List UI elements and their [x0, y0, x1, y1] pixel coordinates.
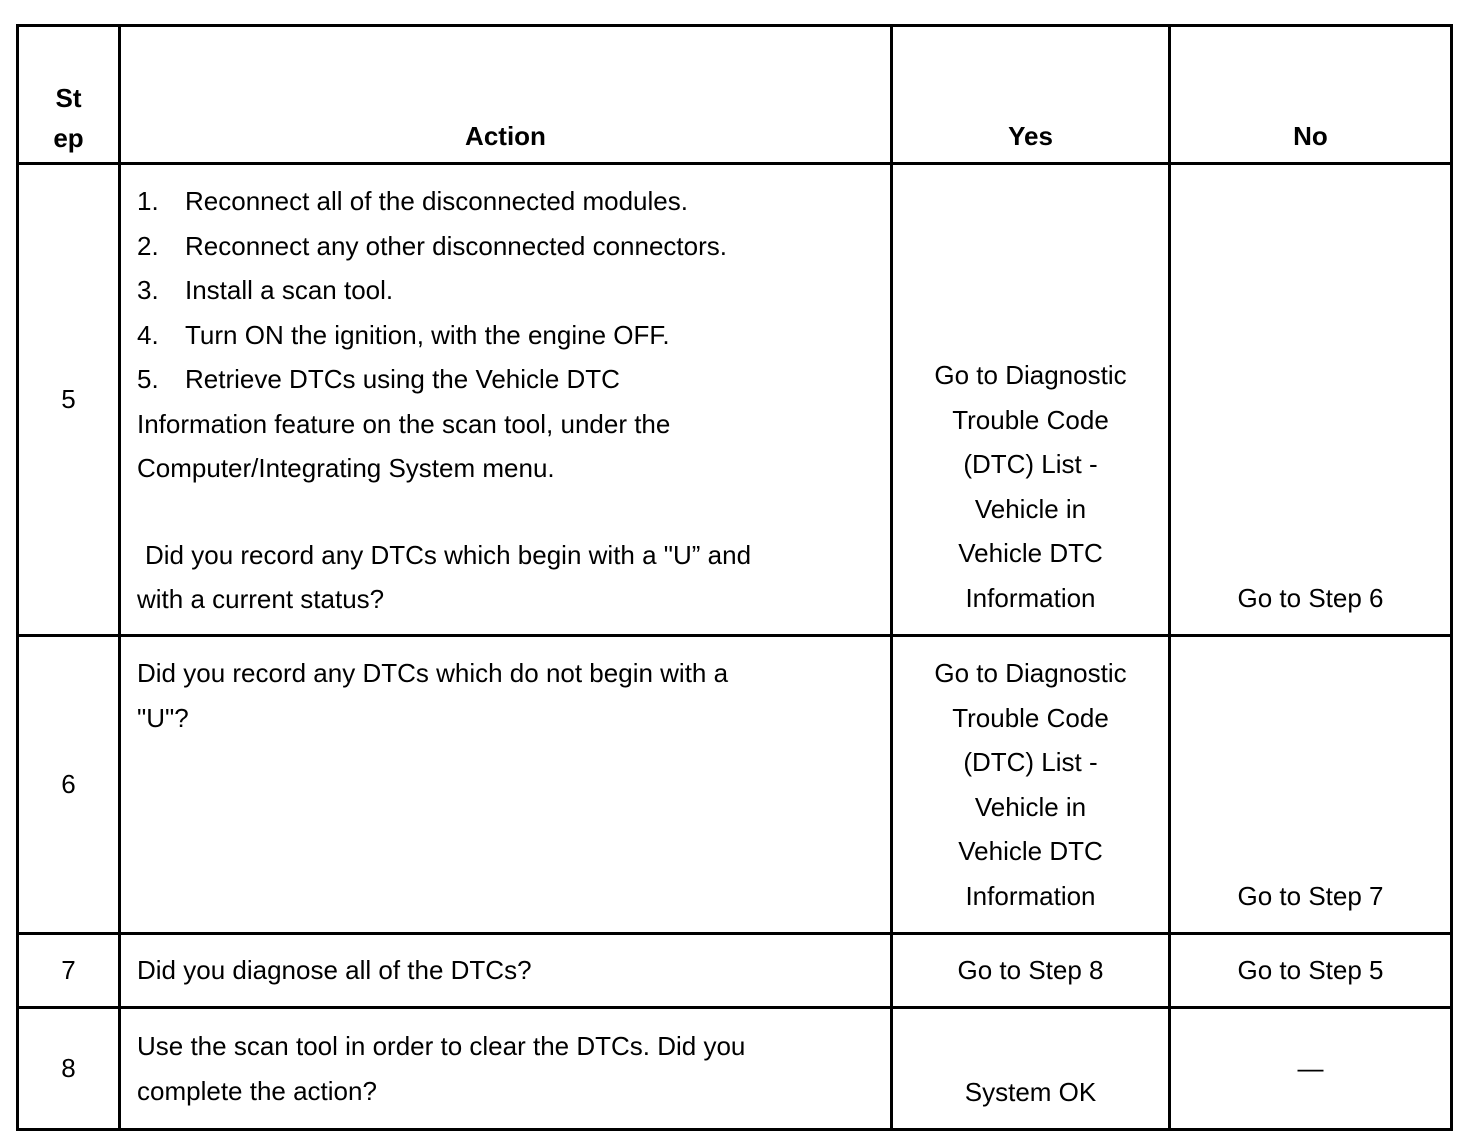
list-number: 5. [137, 364, 159, 394]
yes-text: (DTC) List - [963, 747, 1098, 777]
yes-text: Vehicle DTC [958, 836, 1103, 866]
no-cell: — [1170, 1008, 1452, 1130]
list-text: Turn ON the ignition, with the engine OFF. [185, 319, 670, 350]
list-item [137, 357, 874, 402]
header-yes: Yes [892, 26, 1170, 164]
step-number: 6 [18, 636, 120, 934]
action-continuation: Computer/Integrating System menu. [137, 453, 555, 483]
header-step-line2: ep [53, 123, 84, 153]
yes-text: Go to Diagnostic [934, 360, 1127, 390]
step-number: 8 [18, 1008, 120, 1130]
no-cell: Go to Step 6 [1170, 164, 1452, 636]
step-number: 5 [18, 164, 120, 636]
question-text: Did you diagnose all of the DTCs? [137, 955, 532, 986]
action-cell [120, 934, 892, 1008]
list-item [137, 268, 874, 313]
question-text: "U"? [137, 702, 189, 733]
diagnostic-table [16, 24, 1453, 1131]
question-text: with a current status? [137, 584, 385, 614]
header-action: Action [120, 26, 892, 164]
action-continuation: Information feature on the scan tool, under the [137, 408, 671, 439]
table-row [18, 1008, 1452, 1130]
action-list [137, 179, 874, 402]
header-step [18, 26, 120, 164]
yes-text: Go to Diagnostic [934, 658, 1127, 688]
yes-cell: Go to Step 8 [892, 934, 1170, 1008]
no-cell: Go to Step 7 [1170, 636, 1452, 934]
list-item [137, 313, 874, 358]
yes-cell: System OK [892, 1008, 1170, 1130]
yes-cell [892, 636, 1170, 934]
table-row [18, 164, 1452, 636]
yes-text: Trouble Code [952, 702, 1109, 733]
list-number: 1. [137, 186, 159, 216]
spacer [137, 491, 874, 533]
header-step-line1: St [55, 83, 82, 113]
header-no: No [1170, 26, 1452, 164]
list-number: 2. [137, 230, 159, 261]
yes-text: Vehicle DTC [958, 538, 1103, 568]
list-text: Reconnect all of the disconnected modules. [185, 186, 688, 216]
list-number: 3. [137, 275, 159, 305]
yes-cell [892, 164, 1170, 636]
list-item [137, 224, 874, 269]
question-text: Did you record any DTCs which do not begin with a [137, 658, 729, 688]
yes-text: Information [965, 880, 1096, 911]
question-text: complete the action? [137, 1075, 377, 1106]
yes-text: Information [965, 582, 1096, 613]
list-text: Install a scan tool. [185, 275, 394, 305]
list-number: 4. [137, 319, 159, 350]
table-row [18, 934, 1452, 1008]
list-text: Retrieve DTCs using the Vehicle DTC [185, 364, 620, 394]
step-number: 7 [18, 934, 120, 1008]
yes-text: Vehicle in [974, 791, 1087, 822]
question-text: Use the scan tool in order to clear the DTCs. Did you [137, 1031, 746, 1061]
yes-text: (DTC) List - [963, 449, 1098, 479]
list-text: Reconnect any other disconnected connectors. [185, 230, 728, 261]
list-item [137, 179, 874, 224]
yes-text: Trouble Code [952, 404, 1109, 435]
question-text: Did you record any DTCs which begin with a "U” and [145, 539, 752, 570]
action-cell [120, 636, 892, 934]
action-cell [120, 1008, 892, 1130]
yes-text: Vehicle in [974, 493, 1087, 524]
action-cell [120, 164, 892, 636]
header-row [18, 26, 1452, 164]
no-cell: Go to Step 5 [1170, 934, 1452, 1008]
table-row [18, 636, 1452, 934]
